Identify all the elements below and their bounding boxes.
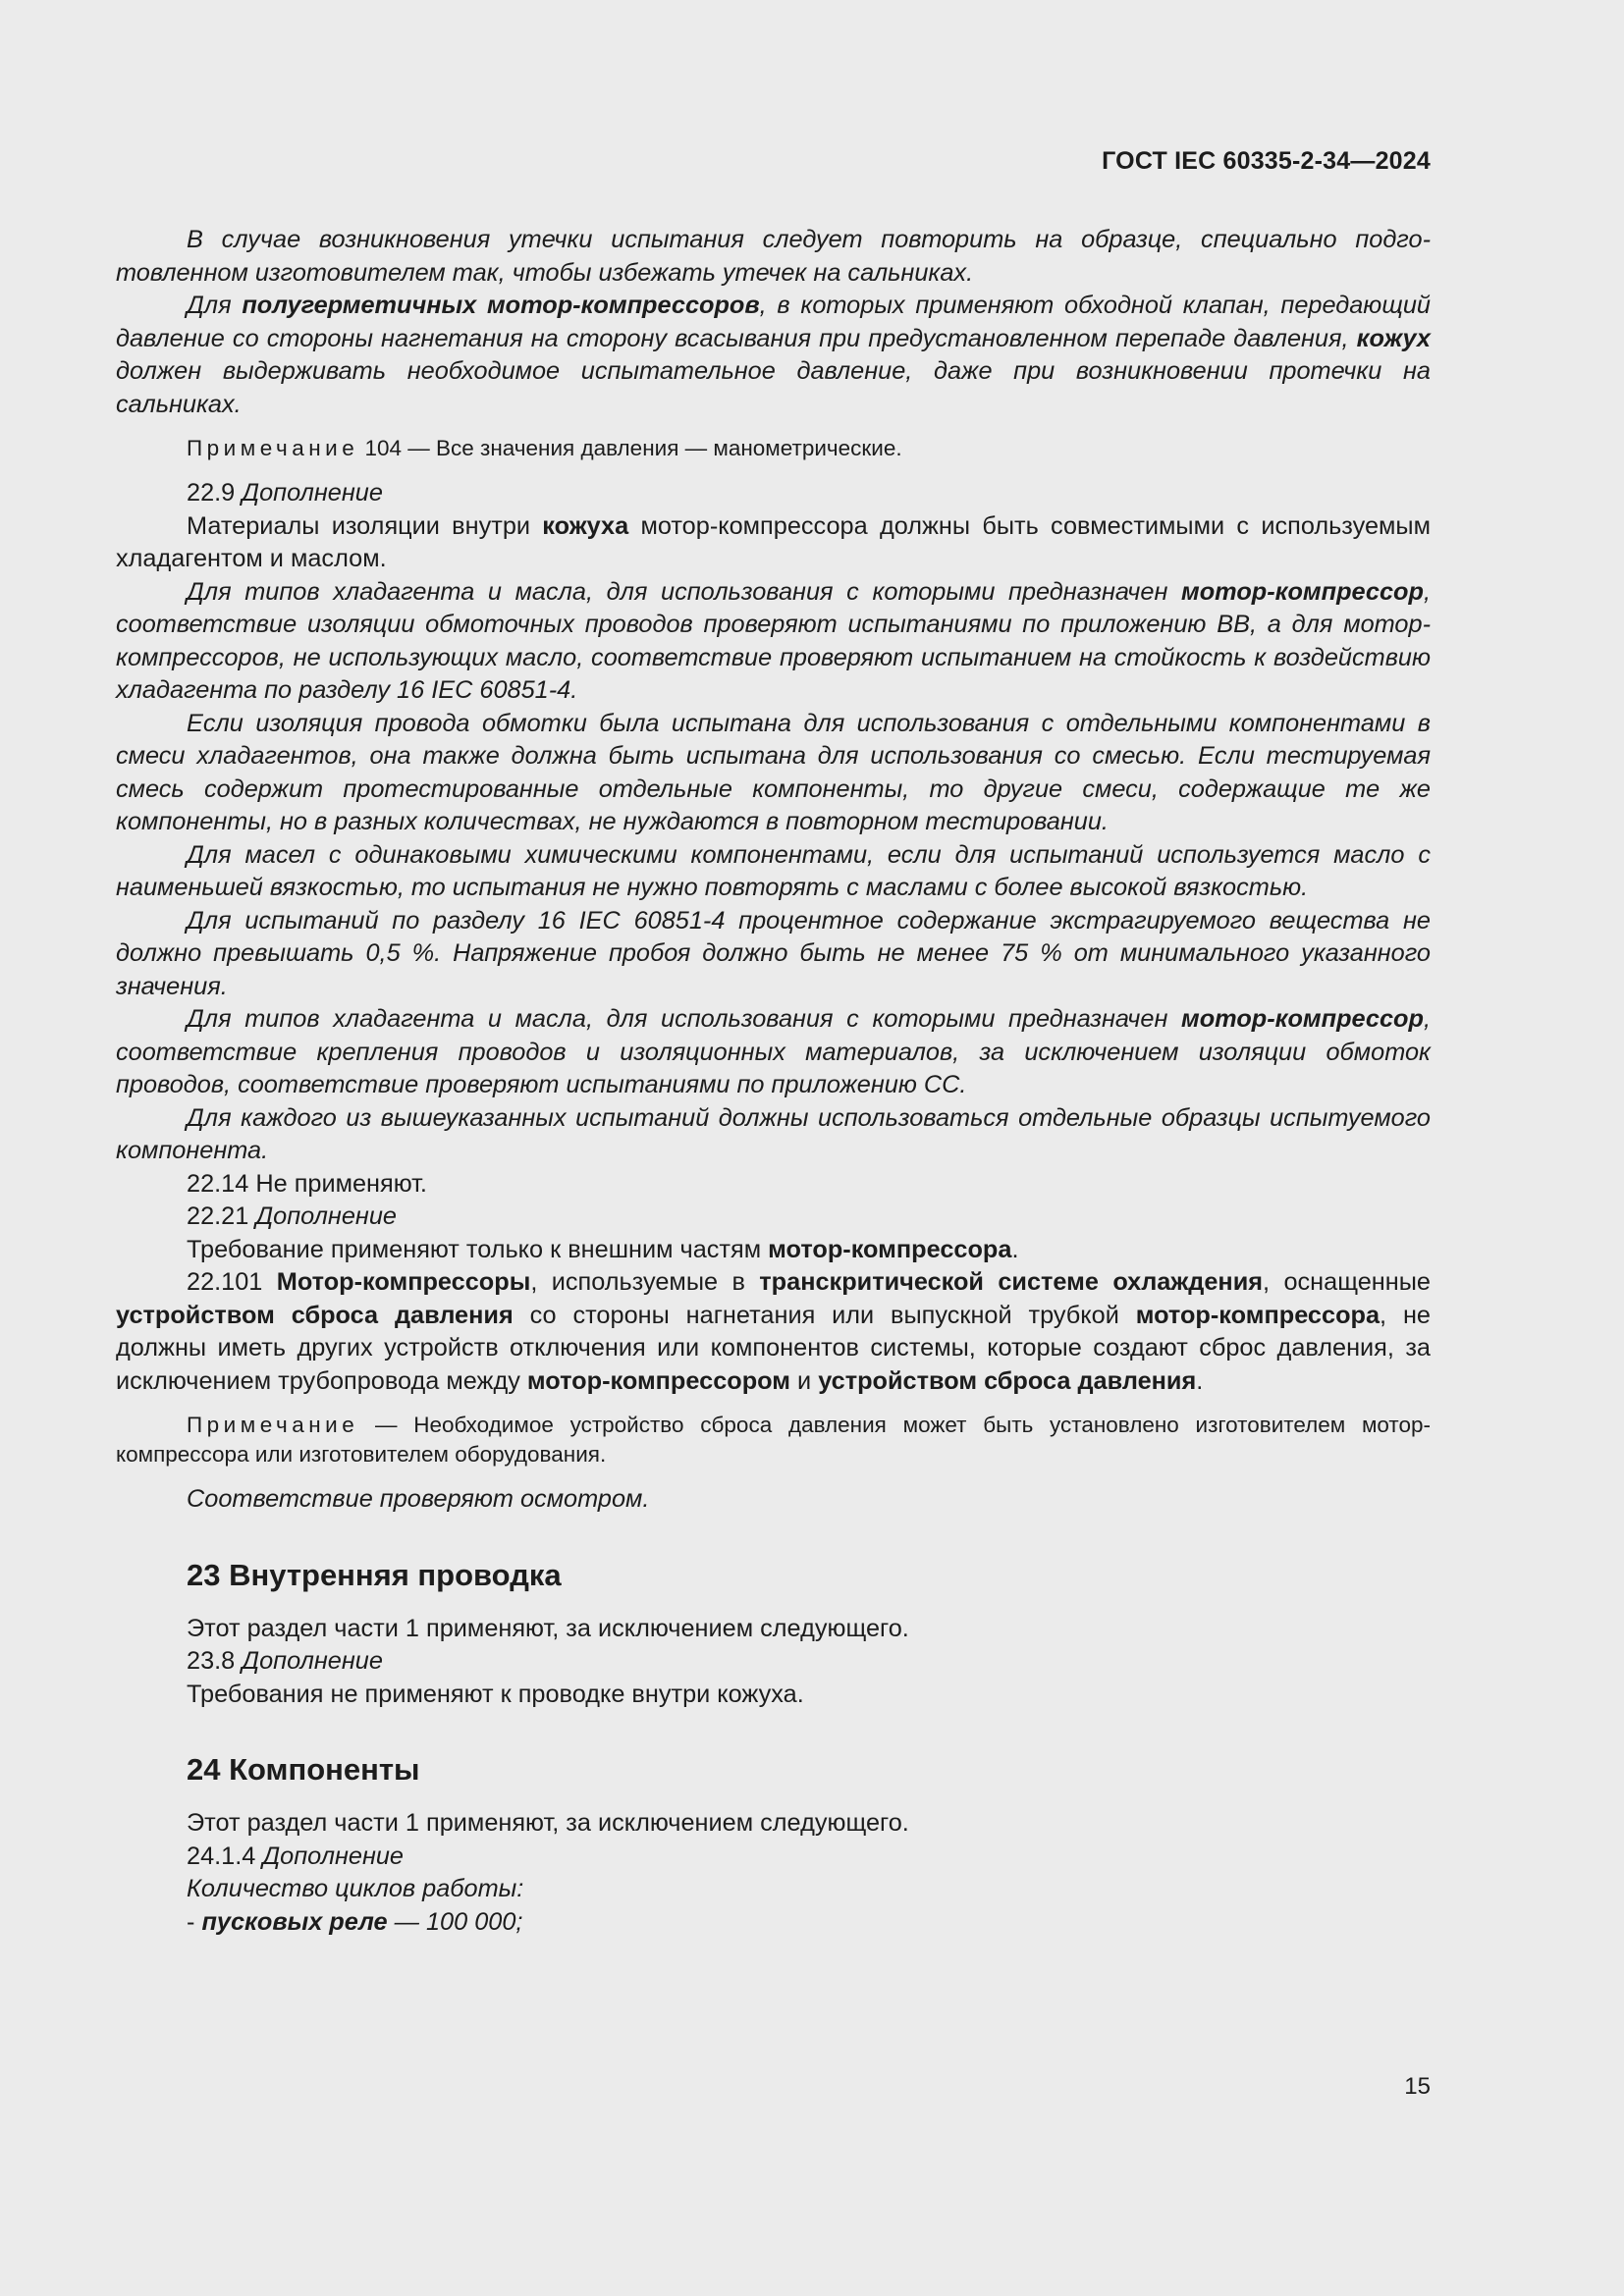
text-run: 22.14 Не применяют. bbox=[187, 1169, 427, 1198]
note-label: Примечание bbox=[187, 1413, 359, 1437]
text-run: , в которых применяют обходной клапан, передающий давление со стороны нагнетания на сторону всасывания при предустановленном перепаде давления, bbox=[116, 292, 1431, 352]
text-run: Для типов хладагента и масла, для использования с которыми предназначен bbox=[187, 577, 1181, 606]
note-text: 104 — Все значения давления — манометрические. bbox=[358, 436, 902, 460]
paragraph bbox=[116, 839, 1431, 905]
paragraph bbox=[116, 477, 1431, 510]
text-run: Требование применяют только к внешним частям bbox=[187, 1235, 769, 1263]
note-text: — Необходимое устройство сброса давления может быть установлено изготовителем мотор-компрессора или изготовителем оборудования. bbox=[116, 1413, 1431, 1467]
paragraph bbox=[116, 1613, 1431, 1646]
paragraph bbox=[116, 1679, 1431, 1712]
text-run: Количество циклов работы: bbox=[187, 1875, 524, 1902]
bold-term: кожух bbox=[1356, 324, 1431, 352]
paragraph bbox=[116, 1841, 1431, 1874]
bold-term: мотор-компрессор bbox=[1181, 1005, 1424, 1033]
text-run: Дополнение bbox=[255, 1202, 397, 1230]
page-number: 15 bbox=[1404, 2073, 1431, 2100]
text-run: Для каждого из вышеуказанных испытаний должны использоваться отдельные образцы испытуемого компонента. bbox=[116, 1103, 1431, 1164]
text-run: мотор-компрессора должны быть совместимыми с используемым хладагентом и маслом. bbox=[116, 511, 1431, 572]
section-heading: 24 Компоненты bbox=[187, 1752, 420, 1787]
paragraph bbox=[116, 1201, 1431, 1234]
text-run: . bbox=[1196, 1366, 1204, 1395]
document-header: ГОСТ IEC 60335-2-34—2024 bbox=[1102, 147, 1431, 175]
text-run: Для типов хладагента и масла, для использования с которыми предназначен bbox=[187, 1005, 1181, 1033]
bold-term: мотор-компрессора bbox=[768, 1235, 1012, 1263]
paragraph bbox=[116, 290, 1431, 421]
text-run: Дополнение bbox=[242, 479, 383, 507]
paragraph bbox=[116, 1266, 1431, 1398]
note-label: Примечание bbox=[187, 436, 359, 460]
bold-term: мотор-компрессором bbox=[526, 1366, 790, 1395]
text-run: со стороны нагнетания или выпускной трубкой bbox=[513, 1301, 1136, 1329]
text-run: 22.101 bbox=[187, 1268, 277, 1296]
text-run: Материалы изоляции внутри bbox=[187, 511, 543, 540]
paragraph bbox=[116, 1873, 1431, 1906]
text-run: Для масел с одинаковыми химическими компонентами, если для испытаний используется масло с наименьшей вязкостью, то испытания не нужно повторять с маслами с более высокой вязкостью. bbox=[116, 840, 1431, 901]
bold-term: транскритической системе охлаждения bbox=[759, 1268, 1264, 1296]
bold-term: мотор-компрессора bbox=[1135, 1301, 1380, 1329]
paragraph bbox=[116, 1807, 1431, 1841]
text-run: , не должны иметь других устройств отключения или компонентов системы, которые создают сброс давления, за исключением трубопровода между bbox=[116, 1301, 1431, 1395]
bold-term: кожуха bbox=[542, 511, 629, 540]
text-run: В случае возникновения утечки испытания следует повторить на образце, специально подготовленном изготовителем так, чтобы избежать утечек на сальниках. bbox=[116, 226, 1431, 287]
bold-term: устройством сброса давления bbox=[818, 1366, 1197, 1395]
document-body bbox=[116, 224, 1431, 1939]
paragraph bbox=[116, 224, 1431, 290]
section-heading: 23 Внутренняя проводка bbox=[187, 1557, 562, 1592]
text-run: , оснащенные bbox=[1263, 1268, 1431, 1296]
paragraph bbox=[116, 510, 1431, 576]
text-run: - bbox=[187, 1907, 202, 1936]
text-run: Дополнение bbox=[262, 1842, 405, 1870]
text-run: Этот раздел части 1 применяют, за исключением следующего. bbox=[187, 1614, 909, 1642]
bold-term: полугерметичных мотор-компрессоров bbox=[242, 292, 760, 319]
bold-term: мотор-компрессор bbox=[1181, 577, 1424, 606]
text-run: Требования не применяют к проводке внутри кожуха. bbox=[187, 1680, 804, 1708]
text-run: и bbox=[790, 1366, 819, 1395]
paragraph bbox=[116, 905, 1431, 1004]
text-run: 23.8 bbox=[187, 1647, 243, 1675]
paragraph bbox=[116, 1234, 1431, 1267]
text-run: Этот раздел части 1 применяют, за исключением следующего. bbox=[187, 1809, 909, 1837]
text-run: . bbox=[1011, 1235, 1019, 1263]
text-run: Соответствие проверяют осмотром. bbox=[187, 1485, 650, 1513]
text-run: , соответствие крепления проводов и изоляционных материалов, за исключением изоляции обмоток проводов, соответствие проверяют испытаниями по приложению СС. bbox=[116, 1005, 1431, 1098]
note bbox=[116, 434, 1431, 463]
text-run: 22.21 bbox=[187, 1202, 256, 1230]
bold-term: Мотор-компрессоры bbox=[276, 1268, 531, 1296]
text-run: Для испытаний по разделу 16 IEC 60851-4 процентное содержание экстрагируемого вещества не должно превышать 0,5 %. Напряжение пробоя должно быть не менее 75 % от минимального указанного значения. bbox=[116, 906, 1431, 1000]
text-run: , используемые в bbox=[530, 1268, 760, 1296]
bold-term: устройством сброса давления bbox=[116, 1301, 514, 1329]
bold-term: пусковых реле bbox=[201, 1907, 388, 1936]
text-run: должен выдерживать необходимое испытательное давление, даже при возникновении протечки на сальниках. bbox=[116, 357, 1431, 418]
paragraph bbox=[116, 1168, 1431, 1201]
text-run: Если изоляция провода обмотки была испытана для использования с отдельными компонентами в смеси хладагентов, она также должна быть испытана для использования со смесью. Если тестируемая смесь содержит протестированные отдельные компоненты, то другие смеси, содержащие те же компоненты, но в разных количествах, не нуждаются в повторном тестировании. bbox=[116, 709, 1431, 835]
note bbox=[116, 1411, 1431, 1469]
paragraph bbox=[116, 1102, 1431, 1168]
text-run: Для bbox=[187, 292, 243, 319]
text-run: Дополнение bbox=[242, 1647, 383, 1675]
text-run: 22.9 bbox=[187, 479, 243, 507]
paragraph bbox=[116, 1483, 1431, 1517]
paragraph bbox=[116, 708, 1431, 839]
text-run: , соответствие изоляции обмоточных проводов проверяют испытаниями по приложению ВВ, а для мотор-компрессоров, не использующих масло, соответствие проверяют испытанием на стойкость к воздействию хладагента по разделу 16 IEC 60851-4. bbox=[116, 577, 1431, 704]
paragraph bbox=[116, 1645, 1431, 1679]
paragraph bbox=[116, 1003, 1431, 1102]
paragraph bbox=[116, 576, 1431, 708]
text-run: — 100 000; bbox=[387, 1907, 523, 1936]
document-page bbox=[116, 0, 1431, 2296]
paragraph bbox=[116, 1906, 1431, 1940]
text-run: 24.1.4 bbox=[187, 1842, 263, 1870]
